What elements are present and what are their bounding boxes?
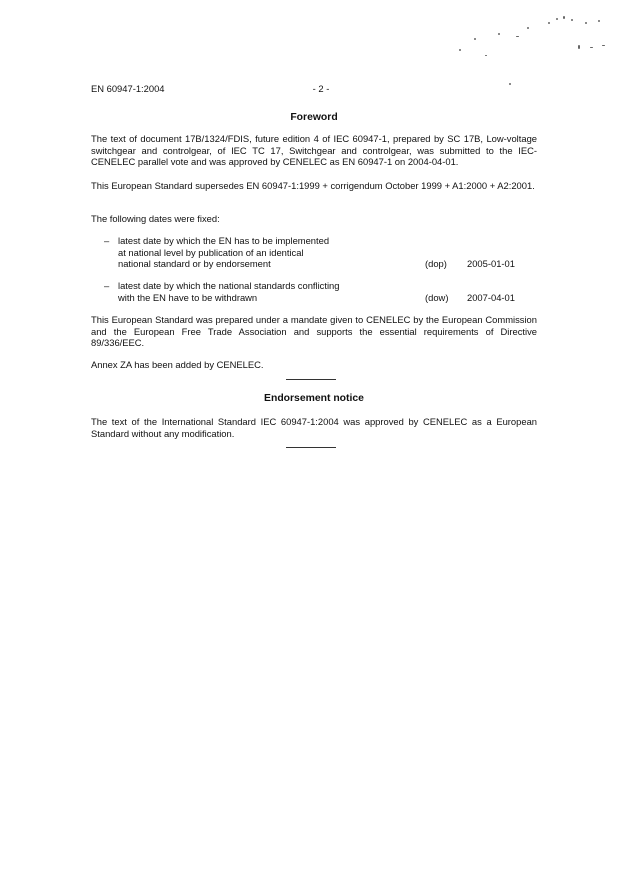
foreword-paragraph-4: This European Standard was prepared under a mandate given to CENELEC by the European Commission and the European Free Trade Association and supports the essential requirements of Directive 89/336/EEC. [91, 314, 537, 349]
date-item-date: 2007-04-01 [467, 292, 515, 303]
date-item-description: latest date by which the EN has to be implemented at national level by publication of an identical national standard or by endorsement [118, 235, 330, 270]
foreword-paragraph-5: Annex ZA has been added by CENELEC. [91, 359, 264, 370]
foreword-paragraph-3: The following dates were fixed: [91, 213, 220, 224]
list-dash: – [104, 280, 110, 291]
date-item-description: latest date by which the national standards conflicting with the EN have to be withdrawn [118, 280, 340, 303]
date-item-code: (dow) [425, 292, 449, 303]
section-divider [286, 379, 336, 380]
foreword-title: Foreword [290, 112, 338, 123]
foreword-paragraph-1: The text of document 17B/1324/FDIS, future edition 4 of IEC 60947-1, prepared by SC 17B, Low-voltage switchgear and controlgear, of IEC TC 17, Switchgear and controlgear, was submitted to the IEC-CENELEC parallel vote and was approved by CENELEC as EN 60947-1 on 2004-04-01. [91, 133, 537, 168]
date-item-dop [91, 235, 537, 271]
date-item-code: (dop) [425, 258, 447, 269]
endorsement-paragraph: The text of the International Standard IEC 60947-1:2004 was approved by CENELEC as a European Standard without any modification. [91, 416, 537, 439]
date-item-dow [91, 280, 537, 304]
list-dash: – [104, 235, 110, 246]
endorsement-title: Endorsement notice [264, 393, 364, 404]
section-divider-end [286, 447, 336, 448]
foreword-paragraph-2: This European Standard supersedes EN 60947-1:1999 + corrigendum October 1999 + A1:2000 + A2:2001. [91, 180, 535, 191]
header-doc-number: EN 60947-1:2004 [91, 83, 165, 94]
header-page-number: - 2 - [312, 83, 330, 94]
date-item-date: 2005-01-01 [467, 258, 515, 269]
